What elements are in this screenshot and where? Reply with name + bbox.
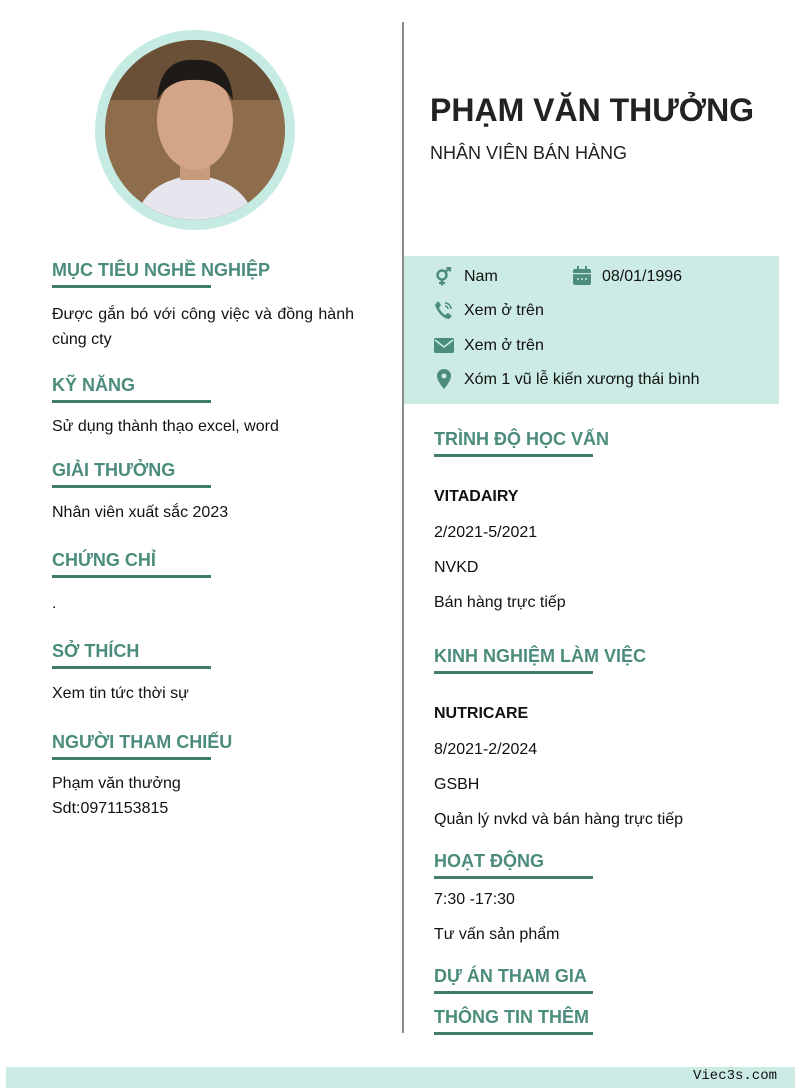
address-value: Xóm 1 vũ lễ kiến xương thái bình xyxy=(464,371,700,388)
skills-heading: KỸ NĂNG xyxy=(52,375,136,395)
more-info-heading: THÔNG TIN THÊM xyxy=(434,1007,589,1027)
experience-heading: KINH NGHIỆM LÀM VIỆC xyxy=(434,646,647,666)
phone-value: Xem ở trên xyxy=(464,302,544,319)
calendar-icon xyxy=(572,266,592,286)
activities-desc: Tư vấn sản phẩm xyxy=(434,926,560,943)
email-value: Xem ở trên xyxy=(464,337,544,354)
gender-icon xyxy=(434,267,454,287)
education-major: NVKD xyxy=(434,559,479,576)
awards-text: Nhân viên xuất sắc 2023 xyxy=(52,504,229,521)
objective-heading: MỤC TIÊU NGHỀ NGHIỆP xyxy=(52,260,271,280)
experience-company: NUTRICARE xyxy=(434,705,529,722)
dob-value: 08/01/1996 xyxy=(602,268,683,285)
candidate-name: PHẠM VĂN THƯỞNG xyxy=(430,92,755,128)
email-icon xyxy=(434,336,454,356)
job-position: NHÂN VIÊN BÁN HÀNG xyxy=(430,143,628,163)
certificates-text: . xyxy=(52,595,57,612)
reference-name: Phạm văn thưởng xyxy=(52,775,181,792)
footer-brand[interactable]: Viec3s.com xyxy=(692,1068,777,1084)
education-school: VITADAIRY xyxy=(434,488,519,505)
references-heading: NGƯỜI THAM CHIẾU xyxy=(52,732,233,752)
location-icon xyxy=(434,369,454,389)
hobbies-text: Xem tin tức thời sự xyxy=(52,685,189,702)
experience-period: 8/2021-2/2024 xyxy=(434,741,538,758)
education-desc: Bán hàng trực tiếp xyxy=(434,594,566,611)
projects-heading: DỰ ÁN THAM GIA xyxy=(434,966,587,986)
certificates-heading: CHỨNG CHỈ xyxy=(52,550,156,570)
experience-role: GSBH xyxy=(434,776,480,793)
footer-bar xyxy=(6,1067,795,1088)
gender-value: Nam xyxy=(464,268,498,285)
activities-period: 7:30 -17:30 xyxy=(434,891,515,908)
avatar xyxy=(105,40,285,220)
phone-icon xyxy=(434,300,454,320)
awards-heading: GIẢI THƯỞNG xyxy=(52,460,176,480)
portrait-image xyxy=(105,40,285,220)
activities-heading: HOẠT ĐỘNG xyxy=(434,851,544,871)
column-divider xyxy=(402,22,404,1033)
education-period: 2/2021-5/2021 xyxy=(434,524,538,541)
skills-text: Sử dụng thành thạo excel, word xyxy=(52,418,279,435)
objective-text: Được gắn bó với công việc và đồng hành cùng cty xyxy=(52,306,354,348)
reference-phone: Sdt:0971153815 xyxy=(52,800,169,817)
education-heading: TRÌNH ĐỘ HỌC VẤN xyxy=(434,429,609,449)
hobbies-heading: SỞ THÍCH xyxy=(52,641,140,661)
experience-desc: Quản lý nvkd và bán hàng trực tiếp xyxy=(434,811,684,828)
